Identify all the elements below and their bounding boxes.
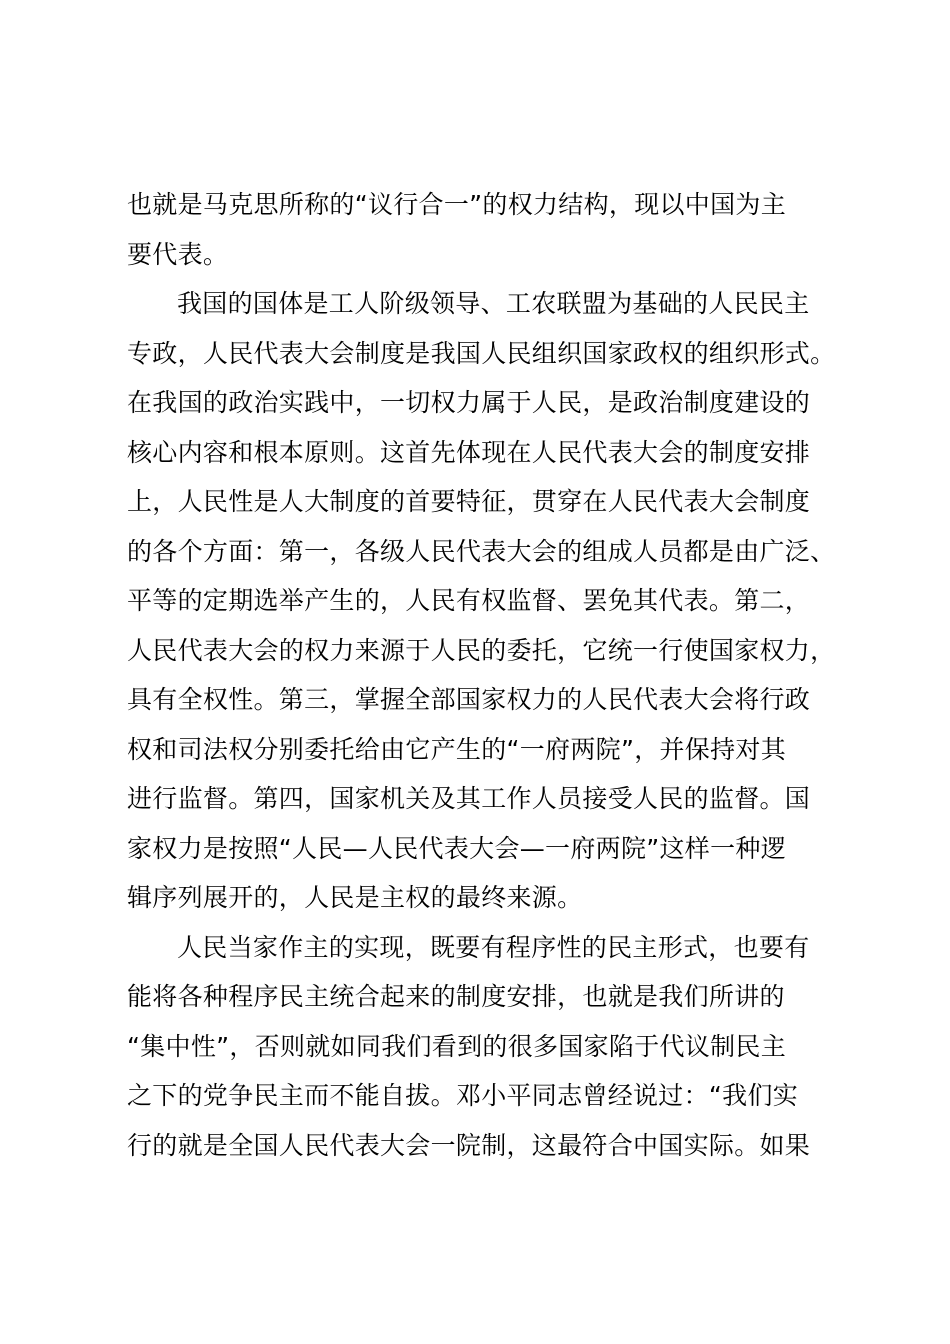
paragraph-continuation (127, 180, 837, 279)
text-line: 能将各种程序民主统合起来的制度安排，也就是我们所讲的 (127, 982, 785, 1011)
text-line: 行的就是全国人民代表大会一院制，这最符合中国实际。如果 (127, 1130, 811, 1160)
paragraph-people-as-masters (127, 923, 837, 1171)
text-line: 辑序列展开的，人民是主权的最终来源。 (127, 883, 583, 912)
text-line: 核心内容和根本原则。这首先体现在人民代表大会的制度安排 (127, 437, 811, 467)
text-line: 人民代表大会的权力来源于人民的委托，它统一行使国家权力， (127, 635, 836, 665)
text-line: 专政，人民代表大会制度是我国人民组织国家政权的组织形式。 (127, 338, 836, 368)
text-line: 家权力是按照“人民—人民代表大会—一府两院”这样一种逻 (127, 833, 787, 863)
text-line: 我国的国体是工人阶级领导、工农联盟为基础的人民民主 (177, 289, 810, 318)
text-line: 进行监督。第四，国家机关及其工作人员接受人民的监督。国 (127, 784, 811, 813)
text-line: 之下的党争民主而不能自拔。邓小平同志曾经说过：“我们实 (127, 1081, 799, 1110)
text-line: “集中性”，否则就如同我们看到的很多国家陷于代议制民主 (127, 1031, 787, 1061)
text-line: 的各个方面：第一，各级人民代表大会的组成人员都是由广泛、 (127, 536, 836, 566)
text-line: 权和司法权分别委托给由它产生的“一府两院”，并保持对其 (127, 734, 787, 764)
text-line: 人民当家作主的实现，既要有程序性的民主形式，也要有 (177, 932, 810, 962)
paragraph-state-system (127, 279, 837, 923)
text-line: 也就是马克思所称的“议行合一”的权力结构，现以中国为主 (127, 190, 787, 219)
text-line: 在我国的政治实践中，一切权力属于人民，是政治制度建设的 (127, 388, 811, 417)
text-line: 具有全权性。第三，掌握全部国家权力的人民代表大会将行政 (127, 685, 811, 714)
text-line: 上，人民性是人大制度的首要特征，贯穿在人民代表大会制度 (127, 487, 811, 516)
text-line: 平等的定期选举产生的，人民有权监督、罢免其代表。第二， (127, 586, 811, 615)
document-body (127, 180, 837, 1170)
text-line: 要代表。 (127, 239, 229, 269)
